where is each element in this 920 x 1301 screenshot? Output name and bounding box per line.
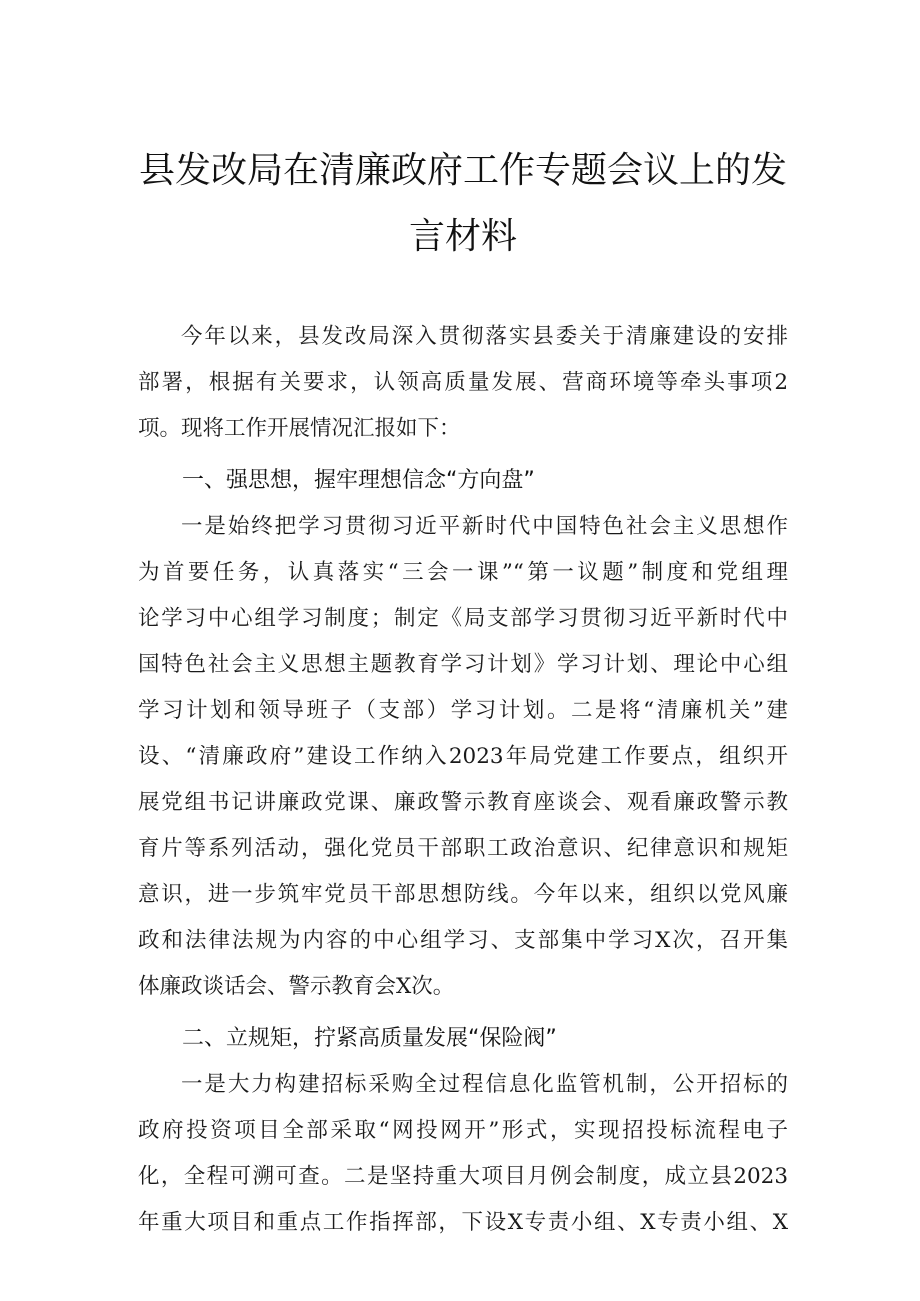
text-line: 育片等系列活动，强化党员干部职工政治意识、纪律意识和规矩 [138,836,788,861]
text-line: 体廉政谈话会、警示教育会X次。 [138,974,455,999]
text-line: 为首要任务，认真落实“三会一课”“第一议题”制度和党组理 [138,560,788,585]
section-2-paragraph [138,1062,788,1246]
section-heading-1: 一、强思想，握牢理想信念“方向盘” [182,468,535,493]
document-title [138,0,788,270]
text-line: 设、“清廉政府”建设工作纳入2023年局党建工作要点，组织开 [138,744,788,769]
text-line: 意识，进一步筑牢党员干部思想防线。今年以来，组织以党风廉 [138,882,788,907]
text-line: 政和法律法规为内容的中心组学习、支部集中学习X次，召开集 [138,928,788,953]
document-page [138,0,788,1246]
text-line: 国特色社会主义思想主题教育学习计划》学习计划、理论中心组 [138,652,788,677]
text-line: 一是大力构建招标采购全过程信息化监管机制，公开招标的 [181,1072,788,1097]
intro-paragraph [138,314,788,452]
section-heading-2: 二、立规矩，拧紧高质量发展“保险阀” [182,1026,557,1051]
text-line: 学习计划和领导班子（支部）学习计划。二是将“清廉机关”建 [138,698,788,723]
text-line: 展党组书记讲廉政党课、廉政警示教育座谈会、观看廉政警示教 [138,790,788,815]
text-line: 一是始终把学习贯彻习近平新时代中国特色社会主义思想作 [181,514,788,539]
text-line: 化，全程可溯可查。二是坚持重大项目月例会制度，成立县2023 [138,1164,788,1189]
text-line: 项。现将工作开展情况汇报如下： [138,416,461,441]
title-line: 言材料 [408,216,517,257]
text-line: 今年以来，县发改局深入贯彻落实县委关于清廉建设的安排 [181,324,788,349]
text-line: 政府投资项目全部采取“网投网开”形式，实现招投标流程电子 [138,1118,788,1143]
text-line: 部署，根据有关要求，认领高质量发展、营商环境等牵头事项2 [138,370,788,395]
section-1-paragraph [138,504,788,1010]
text-line: 年重大项目和重点工作指挥部，下设X专责小组、X专责小组、X [138,1210,788,1235]
title-line: 县发改局在清廉政府工作专题会议上的发 [138,150,787,191]
text-line: 论学习中心组学习制度；制定《局支部学习贯彻习近平新时代中 [138,606,788,631]
document-body [138,314,788,1246]
